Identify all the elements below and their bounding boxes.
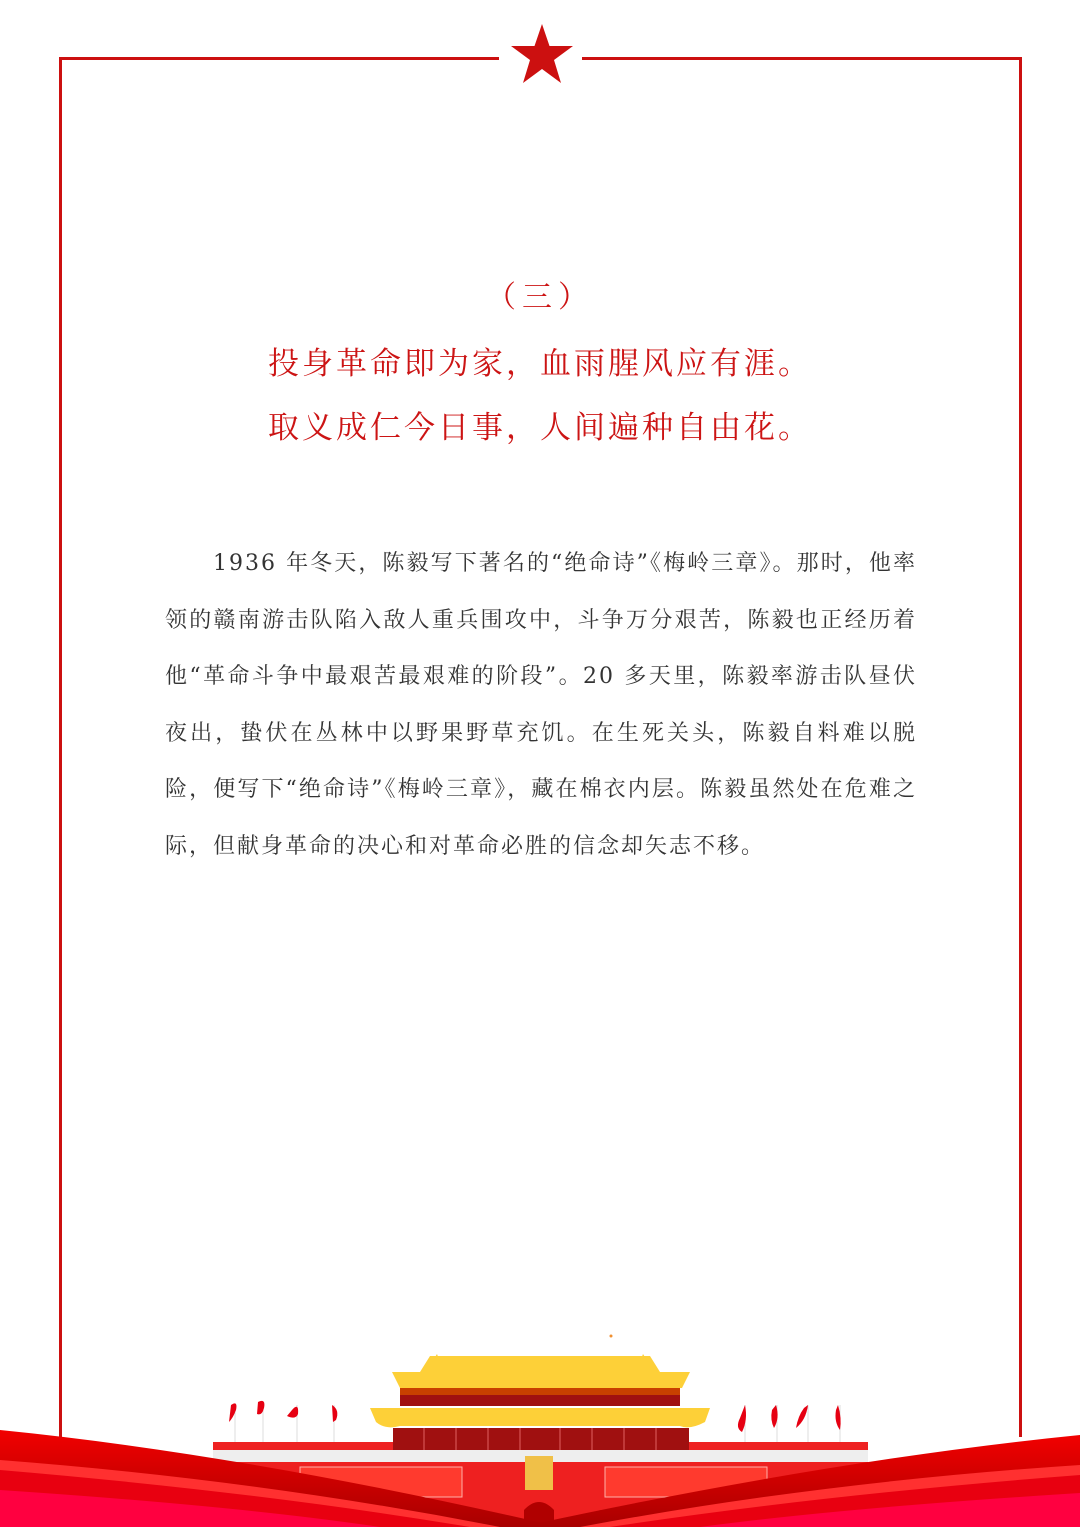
frame-right-line [1019, 57, 1022, 1437]
poem-line-2: 取义成仁今日事，人间遍种自由花。 [268, 410, 812, 446]
flags-left [229, 1401, 337, 1445]
flags-right [738, 1405, 841, 1445]
tiananmen-illustration [0, 1310, 1080, 1527]
frame-top-left-line [59, 57, 499, 60]
article-paragraph: 1936 年冬天，陈毅写下著名的“绝命诗”《梅岭三章》。那时，他率领的赣南游击队陷入敌人重兵围攻中，斗争万分艰苦，陈毅也正经历着他“革命斗争中最艰苦最艰难的阶段”。20 多天里，陈毅率游击队昼伏夜出，蛰伏在丛林中以野果野草充饥。在生死关头，陈毅自料难以脱险，便写下“绝命诗”《梅岭三章》，藏在棉衣内层。陈毅虽然处在危难之际，但献身革命的决心和对革命必胜的信念却矢志不移。 [165, 551, 917, 859]
frame-left-line [59, 57, 62, 1437]
poem-line-1: 投身革命即为家，血雨腥风应有涯。 [268, 346, 812, 382]
section-number: （三） [486, 280, 594, 315]
red-star-icon [510, 22, 574, 86]
frame-top-right-line [582, 57, 1022, 60]
